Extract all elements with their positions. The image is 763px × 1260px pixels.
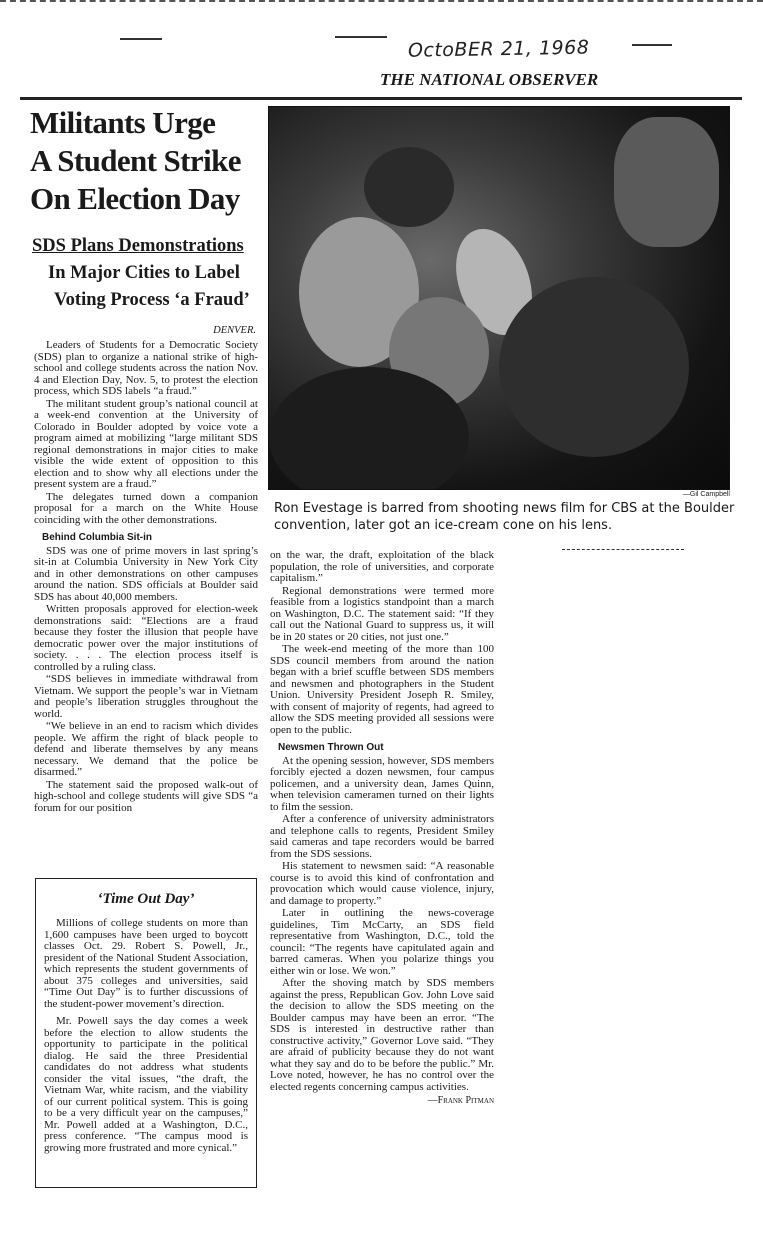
section-heading: Newsmen Thrown Out — [278, 742, 384, 753]
byline-signature: —Frank Pitman — [427, 1095, 494, 1106]
handwritten-date: OctoBER 21, 1968 — [407, 36, 590, 62]
paragraph: on the war, the draft, exploitation of the black population, the role of universities, and corporate capitalism.” — [270, 549, 494, 584]
paragraph: The statement said the proposed walk-out of high-school and college students will give SDS “a forum for our position — [34, 778, 258, 814]
paragraph: The delegates turned down a companion proposal for a march on the White House coinciding with the other demonstrations. — [34, 490, 258, 526]
article-column-2 — [270, 550, 494, 1108]
paragraph: “We believe in an end to racism which divides people. We affirm the right of black people to defend and liberate themselves by any means necessary. We demand that the police be disarmed.” — [34, 720, 258, 778]
margin-dash — [120, 38, 162, 40]
photo-figure — [499, 277, 689, 457]
paragraph: At the opening session, however, SDS members forcibly ejected a dozen newsmen, four campus policemen, and a university dean, James Quinn, when television cameramen turned on their lights to film the session. — [270, 754, 494, 813]
headline-line: A Student Strike — [30, 143, 241, 178]
paragraph: After a conference of university administrators and telephone calls to regents, President Smiley said cameras and tape recorders would be barred from the SDS sessions. — [270, 813, 494, 860]
headline — [30, 104, 262, 218]
paragraph: After the shoving match by SDS members against the press, Republican Gov. John Love said the decision to allow the SDS meeting on the Boulder campus may have been an error. “The SDS is interested in destructive rather than constructive activity,” Governor Love said. “They are afraid of publicity because they do not want what they say and do to be before the public.” Mr. Love noted, however, he has no control over the elected regents concerning campus activities. — [270, 977, 494, 1093]
subhead-line: Voting Process ‘a Fraud’ — [54, 290, 250, 310]
caption-rule — [562, 549, 684, 550]
subhead-line: SDS Plans Demonstrations — [32, 236, 244, 256]
subhead-line: In Major Cities to Label — [48, 263, 240, 283]
news-photo — [268, 106, 730, 490]
paragraph: The militant student group’s national council at a week-end convention at the University of Colorado in Boulder adopted by voice vote a program aimed at mobilizing “large militant SDS regional demonstrations in major cities to make visible the wide extent of opposition to this election and to show why all elections under the present system are a fraud.” — [34, 397, 258, 490]
paragraph: SDS was one of prime movers in last spring’s sit-in at Columbia University in New York City and in other demonstrations on other campuses around the nation. SDS officials at Boulder said SDS has about 40,000 members. — [34, 544, 258, 603]
margin-dash — [632, 44, 672, 46]
paragraph: Leaders of Students for a Democratic Society (SDS) plan to organize a national strike of high-school and college students across the nation Nov. 4 and Election Day, Nov. 5, to protest the election process, which SDS labels “a fraud.” — [34, 339, 258, 397]
photo-camera — [614, 117, 719, 247]
paragraph: The week-end meeting of the more than 100 SDS council members from around the nation began with a brief scuffle between SDS members and newsmen and photographers in the Student Union. University President Joseph R. Smiley, with consent of majority of regents, had agreed to allow the SDS meeting provided all sessions were open to the public. — [270, 643, 494, 736]
top-rule — [20, 97, 742, 100]
paragraph: “SDS believes in immediate withdrawal from Vietnam. We support the people’s war in Vietnam and people’s liberation struggles throughout the world. — [34, 673, 258, 720]
paragraph: Written proposals approved for election-week demonstrations said: “Elections are a fraud because they foster the illusion that people have democratic power over the major institutions of society. . . . The election process itself is controlled by a ruling class. — [34, 603, 258, 673]
sidebar-title: ‘Time Out Day’ — [97, 891, 195, 907]
photo-credit: —Gil Campbell — [682, 491, 730, 498]
paragraph: His statement to newsmen said: “A reasonable course is to avoid this kind of confrontation and provocation which would cause violence, injury, and damage to property.” — [270, 860, 494, 907]
paragraph: Later in outlining the news-coverage guidelines, Tim McCarty, an SDS field representative from Washington, D.C., told the council: “The regents have capitulated again and barred cameras. When you polarize things you either win or lose. We won.” — [270, 907, 494, 977]
scan-border — [0, 0, 763, 6]
headline-line: Militants Urge — [30, 105, 216, 140]
paragraph: Mr. Powell says the day comes a week before the election to allow students the opportunity to participate in the political dialog. He said the three Presidential candidates do not address what students consider the vital issues, “the draft, the Vietnam War, white racism, and the viability of our current political system. This is going to be a very difficult year on the campuses,” Mr. Powell added at a Washington, D.C., press conference. “The campus mood is growing more frustrated and more cynical.” — [44, 1015, 248, 1154]
paragraph: Regional demonstrations were termed more feasible from a logistics standpoint than a march on Washington, D.C. The statement said: “If they call out the National Guard to suppress us, it will be in 20 states or 20 cities, not just one.” — [270, 584, 494, 643]
article-column-1 — [34, 340, 258, 815]
sidebar-text — [44, 918, 248, 1154]
paragraph: Millions of college students on more than 1,600 campuses have been urged to boycott classes Oct. 29. Robert S. Powell, Jr., president of the National Student Association, which represents the student governments of about 375 colleges and universities, said “Time Out Day” is to further discussions of the student-power movement’s direction. — [44, 917, 248, 1010]
section-heading: Behind Columbia Sit-in — [42, 532, 152, 543]
photo-caption: Ron Evestage is barred from shooting news film for CBS at the Boulder convention, later got an ice-cream cone on his lens. — [274, 501, 735, 533]
sidebar-box — [35, 878, 257, 1188]
dateline: DENVER. — [213, 325, 256, 336]
masthead: THE NATIONAL OBSERVER — [380, 70, 599, 89]
photo-figure — [364, 147, 454, 227]
margin-dash — [335, 36, 387, 38]
headline-line: On Election Day — [30, 181, 240, 216]
